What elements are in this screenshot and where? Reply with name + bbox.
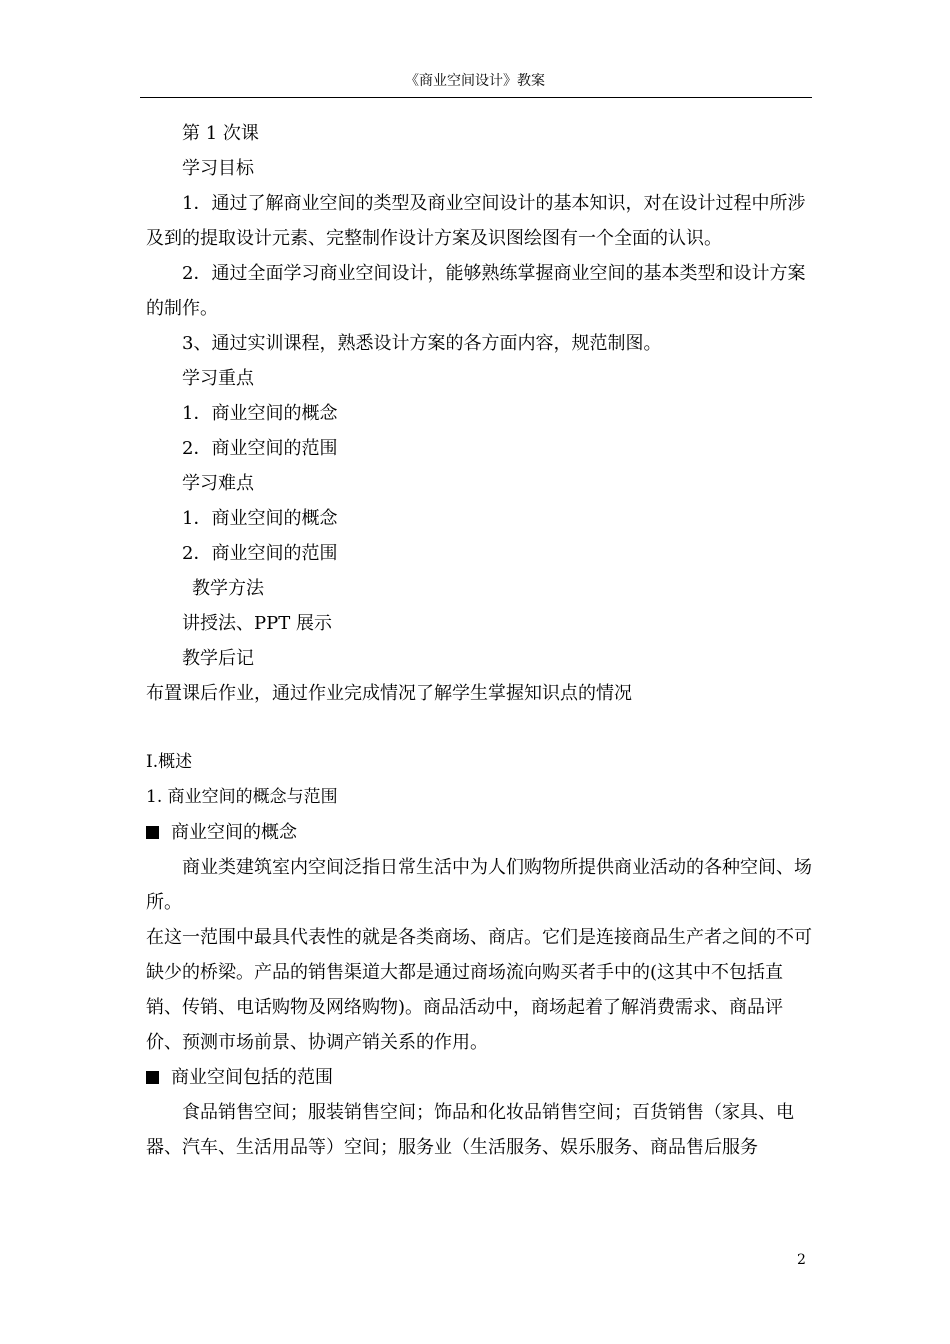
document-body <box>146 116 812 1165</box>
method-text: 讲授法、PPT 展示 <box>182 613 332 634</box>
scope-heading: 商业空间包括的范围 <box>171 1067 333 1088</box>
concept-paragraph: 在这一范围中最具代表性的就是各类商场、商店。它们是连接商品生产者之间的不可缺少的桥梁。产品的销售渠道大都是通过商场流向购买者手中的(这其中不包括直销、传销、电话购物及网络购物)。商品活动中，商场起着了解消费需求、商品评价、预测市场前景、协调产销关系的作用。 <box>146 927 812 1053</box>
concept-paragraph: 商业类建筑室内空间泛指日常生活中为人们购物所提供商业活动的各种空间、场所。 <box>146 857 812 913</box>
key-points-heading: 学习重点 <box>182 368 254 389</box>
key-point-item: 2．商业空间的范围 <box>182 438 338 459</box>
overview-heading: Ⅰ.概述 <box>146 752 193 772</box>
key-point-item: 1．商业空间的概念 <box>182 403 338 424</box>
difficulty-item: 1．商业空间的概念 <box>182 508 338 529</box>
concept-heading-line <box>146 815 812 850</box>
objectives-heading: 学习目标 <box>182 158 254 179</box>
concept-heading: 商业空间的概念 <box>171 822 297 843</box>
square-bullet-icon <box>146 1071 159 1084</box>
scope-heading-line <box>146 1060 812 1095</box>
objective-item: 1．通过了解商业空间的类型及商业空间设计的基本知识，对在设计过程中所涉及到的提取设计元素、完整制作设计方案及识图绘图有一个全面的认识。 <box>146 193 806 249</box>
scope-paragraph: 食品销售空间；服装销售空间；饰品和化妆品销售空间；百货销售（家具、电器、汽车、生活用品等）空间；服务业（生活服务、娱乐服务、商品售后服务 <box>146 1102 794 1158</box>
lesson-number: 第 1 次课 <box>182 123 259 144</box>
objective-item: 3、通过实训课程，熟悉设计方案的各方面内容，规范制图。 <box>182 333 662 354</box>
spacer <box>146 711 812 745</box>
difficulties-heading: 学习难点 <box>182 473 254 494</box>
postscript-heading: 教学后记 <box>182 648 254 669</box>
method-heading: 教学方法 <box>192 578 264 599</box>
postscript-text: 布置课后作业，通过作业完成情况了解学生掌握知识点的情况 <box>146 683 632 704</box>
square-bullet-icon <box>146 826 159 839</box>
overview-subheading: 1. 商业空间的概念与范围 <box>146 787 338 807</box>
objective-item: 2．通过全面学习商业空间设计，能够熟练掌握商业空间的基本类型和设计方案的制作。 <box>146 263 806 319</box>
difficulty-item: 2．商业空间的范围 <box>182 543 338 564</box>
page-header: 《商业空间设计》教案 <box>405 73 545 89</box>
page-number: 2 <box>797 1252 806 1268</box>
header-divider <box>140 97 812 98</box>
